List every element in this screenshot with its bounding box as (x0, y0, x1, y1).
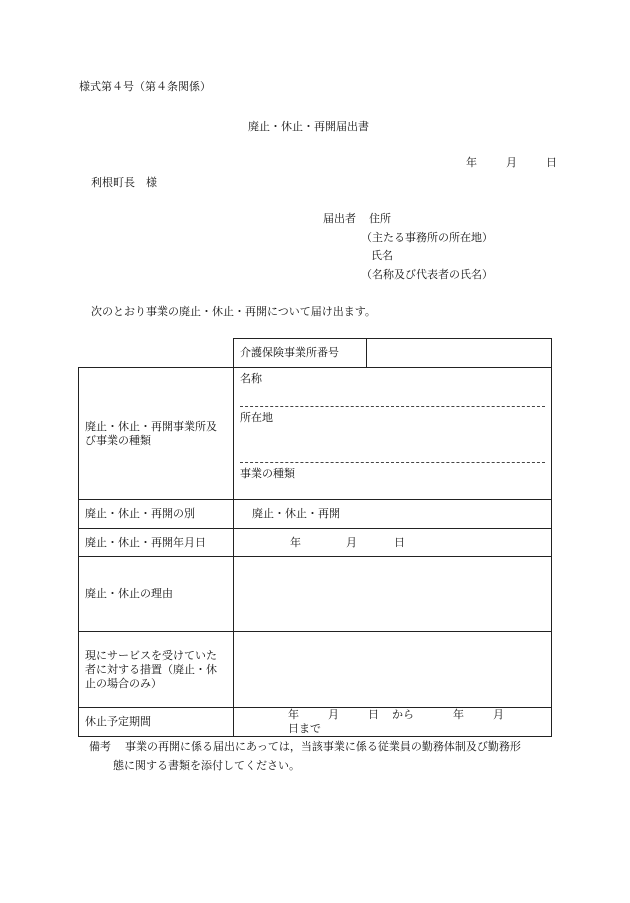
reason-label: 廃止・休止の理由 (79, 557, 234, 632)
insurance-number-label: 介護保険事業所番号 (234, 339, 367, 368)
form-title: 廃止・休止・再開届出書 (248, 120, 369, 133)
applicant-address-label: 住所 (369, 212, 391, 225)
office-location-field[interactable] (240, 406, 545, 462)
office-section-label: 廃止・休止・再開事業所及び事業の種類 (79, 368, 234, 500)
reason-field[interactable] (234, 557, 552, 632)
business-type-label: 事業の種類 (240, 467, 295, 480)
period-label: 休止予定期間 (79, 708, 234, 737)
intro-text: 次のとおり事業の廃止・休止・再開について届け出ます。 (91, 305, 376, 318)
applicant-label: 届出者 (323, 212, 356, 225)
period-to-day: 日まで (288, 722, 321, 735)
office-details (234, 368, 552, 500)
applicant-name-note: （名称及び代表者の氏名） (361, 268, 493, 281)
period-from-month: 月 (328, 708, 339, 721)
addressee: 利根町長 様 (91, 176, 157, 189)
office-name-label: 名称 (240, 372, 262, 385)
remarks-line-2: 態に関する書類を添付してください。 (113, 759, 300, 772)
date-field-year: 年 (290, 535, 301, 549)
business-type-field[interactable] (240, 462, 545, 499)
office-name-field[interactable] (240, 368, 545, 406)
date-day: 日 (546, 156, 557, 169)
measures-label: 現にサービスを受けていた者に対する措置（廃止・休止の場合のみ） (79, 632, 234, 708)
period-from-suffix: から (392, 708, 414, 721)
notification-table (78, 338, 552, 737)
period-from-day: 日 (368, 708, 379, 721)
remarks-label: 備考 (89, 740, 111, 753)
date-field[interactable] (234, 529, 552, 557)
applicant-name-label: 氏名 (371, 249, 393, 262)
date-row-label: 廃止・休止・再開年月日 (79, 529, 234, 557)
insurance-number-field[interactable] (367, 339, 552, 368)
form-number: 様式第４号（第４条関係） (79, 80, 211, 93)
submission-date (466, 156, 557, 170)
date-field-month: 月 (346, 535, 357, 549)
applicant-address-note: （主たる事務所の所在地） (361, 231, 493, 244)
period-to-month: 月 (493, 708, 504, 721)
office-location-label: 所在地 (240, 411, 273, 424)
date-month: 月 (506, 156, 517, 169)
date-field-day: 日 (394, 535, 405, 549)
period-field[interactable] (234, 708, 552, 737)
category-label: 廃止・休止・再開の別 (79, 500, 234, 529)
period-from-year: 年 (288, 708, 299, 721)
measures-field[interactable] (234, 632, 552, 708)
category-value: 廃止・休止・再開 (252, 507, 340, 520)
period-to-year: 年 (453, 708, 464, 721)
category-field[interactable] (234, 500, 552, 529)
date-year: 年 (466, 156, 477, 169)
remarks-line-1: 事業の再開に係る届出にあっては，当該事業に係る従業員の勤務体制及び勤務形 (125, 740, 521, 753)
